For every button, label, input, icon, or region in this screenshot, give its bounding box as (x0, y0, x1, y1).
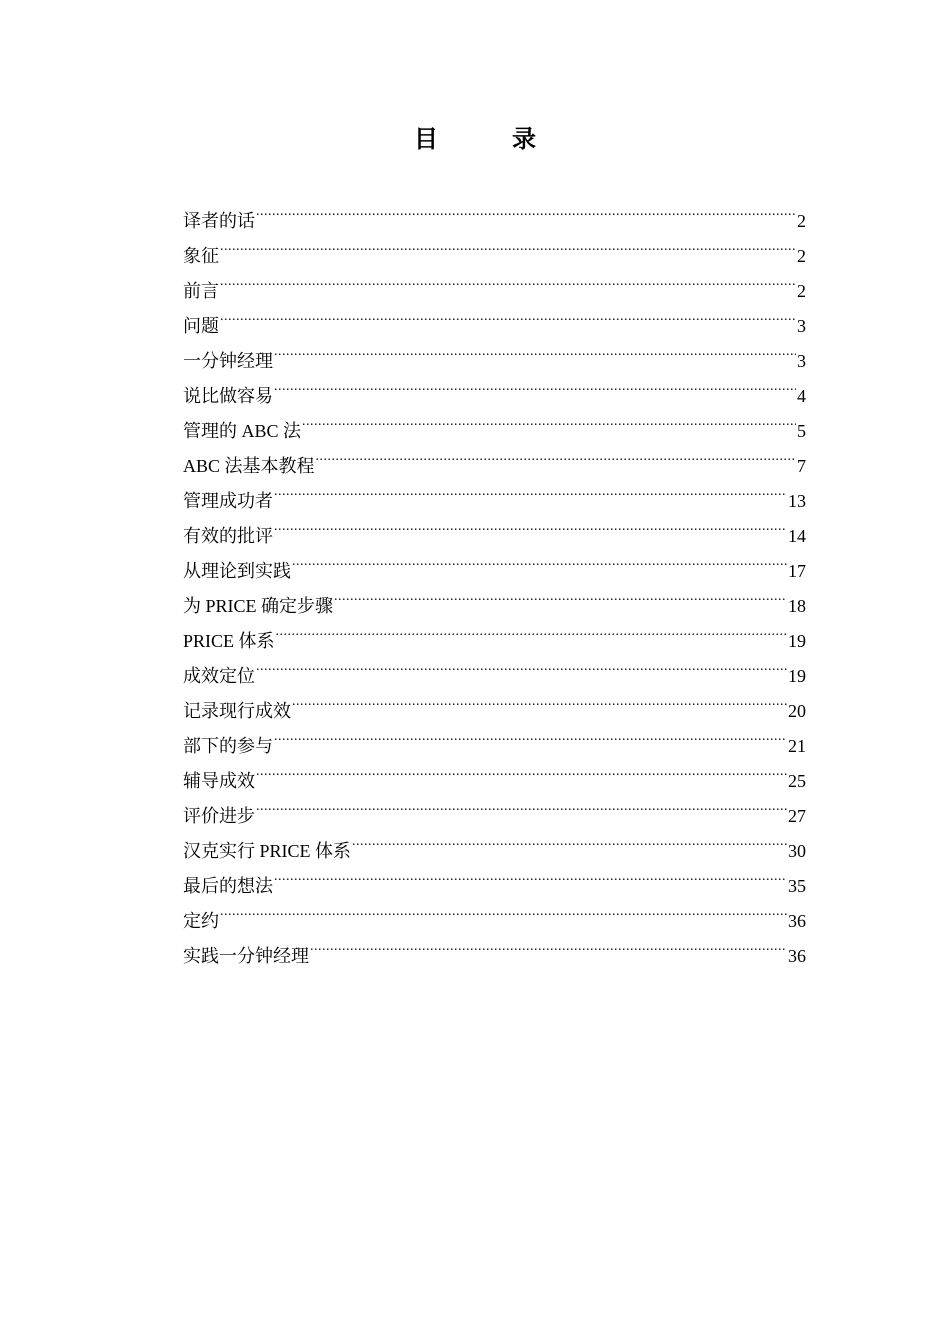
toc-entry-page-number: 36 (788, 946, 806, 966)
toc-entry-page-number: 17 (788, 561, 806, 581)
toc-entry-page-number: 18 (788, 596, 806, 616)
toc-dot-leader (220, 262, 796, 297)
toc-entry-title: 说比做容易 (183, 386, 273, 406)
toc-dot-leader (220, 297, 796, 332)
toc-entry[interactable] (183, 507, 806, 546)
toc-entry-title: PRICE 体系 (183, 631, 275, 651)
toc-entry-page-number: 3 (797, 351, 806, 371)
toc-entry[interactable] (183, 542, 806, 581)
toc-entry-page-number: 4 (797, 386, 806, 406)
toc-dot-leader (274, 717, 787, 752)
toc-entry-page-number: 20 (788, 701, 806, 721)
toc-entry-title: 汉克实行 PRICE 体系 (183, 841, 352, 861)
toc-entry[interactable] (183, 682, 806, 721)
toc-entry[interactable] (183, 787, 806, 826)
toc-entry-page-number: 5 (797, 421, 806, 441)
toc-entry-title: 实践一分钟经理 (183, 946, 309, 966)
toc-dot-leader (256, 192, 796, 227)
toc-dot-leader (256, 787, 787, 822)
toc-entry-title: 最后的想法 (183, 876, 273, 896)
toc-entry-title: 成效定位 (183, 666, 255, 686)
toc-dot-leader (292, 542, 787, 577)
toc-entry-title: ABC 法基本教程 (183, 456, 315, 476)
toc-dot-leader (316, 437, 796, 472)
toc-dot-leader (256, 647, 787, 682)
toc-dot-leader (334, 577, 787, 612)
toc-entry-page-number: 21 (788, 736, 806, 756)
toc-entry-page-number: 7 (797, 456, 806, 476)
toc-entry-title: 评价进步 (183, 806, 255, 826)
toc-entry[interactable] (183, 752, 806, 791)
toc-dot-leader (274, 332, 796, 367)
toc-entry-title: 前言 (183, 281, 219, 301)
toc-dot-leader (292, 682, 787, 717)
toc-entry-title: 象征 (183, 246, 219, 266)
toc-dot-leader (274, 367, 796, 402)
toc-entry-title: 管理的 ABC 法 (183, 421, 302, 441)
toc-entry-page-number: 19 (788, 666, 806, 686)
toc-entry-page-number: 14 (788, 526, 806, 546)
toc-entry-title: 定约 (183, 911, 219, 931)
toc-entry[interactable] (183, 402, 806, 441)
toc-entry-page-number: 2 (797, 246, 806, 266)
toc-dot-leader (220, 227, 796, 262)
toc-dot-leader (256, 752, 787, 787)
toc-dot-leader (274, 472, 787, 507)
toc-dot-leader (274, 857, 787, 892)
toc-entry-title: 辅导成效 (183, 771, 255, 791)
toc-entry-page-number: 2 (797, 211, 806, 231)
toc-entry[interactable] (183, 367, 806, 406)
toc-entry[interactable] (183, 822, 806, 861)
toc-entry[interactable] (183, 192, 806, 231)
toc-entry[interactable] (183, 612, 806, 651)
toc-entry-title: 有效的批评 (183, 526, 273, 546)
toc-entry-title: 部下的参与 (183, 736, 273, 756)
toc-entry-title: 一分钟经理 (183, 351, 273, 371)
toc-entry-title: 从理论到实践 (183, 561, 291, 581)
toc-dot-leader (276, 612, 787, 647)
toc-entry-title: 为 PRICE 确定步骤 (183, 596, 334, 616)
table-of-contents (183, 192, 806, 966)
toc-entry[interactable] (183, 262, 806, 301)
toc-entry-page-number: 36 (788, 911, 806, 931)
toc-entry[interactable] (183, 927, 806, 966)
toc-dot-leader (310, 927, 787, 962)
toc-entry-page-number: 3 (797, 316, 806, 336)
toc-entry-page-number: 2 (797, 281, 806, 301)
toc-dot-leader (302, 402, 796, 437)
toc-entry[interactable] (183, 297, 806, 336)
toc-entry[interactable] (183, 892, 806, 931)
toc-entry-title: 记录现行成效 (183, 701, 291, 721)
toc-entry[interactable] (183, 227, 806, 266)
toc-entry[interactable] (183, 472, 806, 511)
toc-title: 目 录 (414, 127, 570, 153)
toc-entry[interactable] (183, 717, 806, 756)
toc-entry-page-number: 30 (788, 841, 806, 861)
toc-dot-leader (274, 507, 787, 542)
toc-entry-page-number: 35 (788, 876, 806, 896)
toc-entry[interactable] (183, 332, 806, 371)
toc-entry-page-number: 27 (788, 806, 806, 826)
toc-entry-title: 译者的话 (183, 211, 255, 231)
toc-entry-page-number: 25 (788, 771, 806, 791)
toc-dot-leader (352, 822, 787, 857)
toc-entry-page-number: 19 (788, 631, 806, 651)
toc-entry[interactable] (183, 647, 806, 686)
toc-entry-page-number: 13 (788, 491, 806, 511)
toc-entry[interactable] (183, 857, 806, 896)
toc-entry-title: 问题 (183, 316, 219, 336)
toc-dot-leader (220, 892, 787, 927)
toc-entry-title: 管理成功者 (183, 491, 273, 511)
